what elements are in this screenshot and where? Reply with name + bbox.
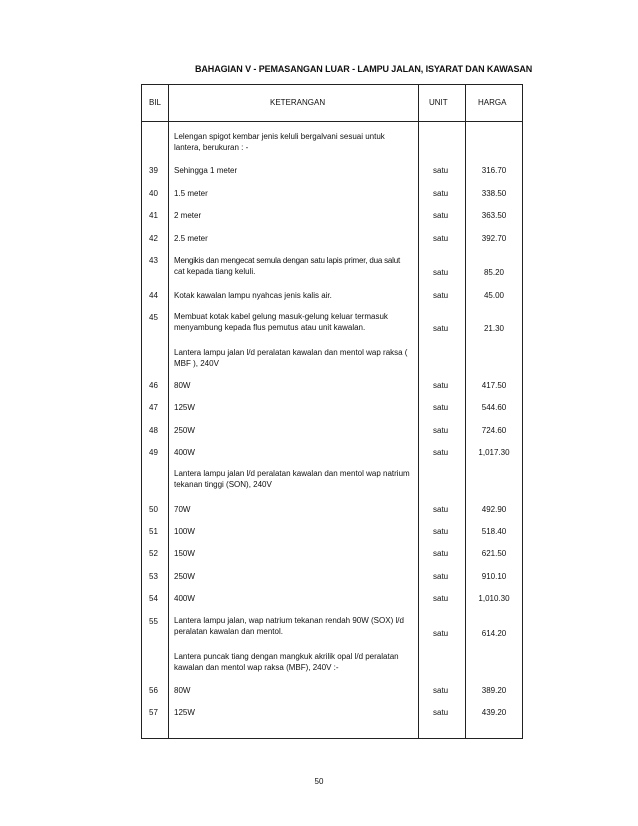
row-bil: 48	[149, 426, 158, 435]
row-harga: 417.50	[481, 381, 507, 390]
row-description: 125W	[174, 403, 195, 412]
row-unit: satu	[433, 549, 449, 558]
note-line: MBF ), 240V	[174, 359, 219, 368]
group-note	[174, 131, 422, 153]
section-title: BAHAGIAN V - PEMASANGAN LUAR - LAMPU JALAN, ISYARAT DAN KAWASAN	[195, 64, 533, 74]
row-harga: 389.20	[481, 686, 507, 695]
column-divider	[168, 84, 169, 739]
row-bil: 39	[149, 166, 158, 175]
row-unit: satu	[433, 594, 449, 603]
note-line: Lantera lampu jalan l/d peralatan kawalan dan mentol wap raksa (	[174, 348, 408, 357]
row-description-cont: menyambung kepada flus pemutus atau unit kawalan.	[174, 323, 366, 332]
header-bil: BIL	[149, 98, 162, 107]
header-keterangan: KETERANGAN	[270, 98, 326, 107]
row-description: Membuat kotak kabel gelung masuk-gelung keluar termasuk	[174, 312, 388, 321]
row-bil: 46	[149, 381, 158, 390]
row-description: 100W	[174, 527, 195, 536]
group-note	[174, 347, 422, 369]
row-harga: 910.10	[481, 572, 507, 581]
row-harga: 45.00	[483, 291, 505, 300]
row-unit: satu	[433, 527, 449, 536]
row-bil: 47	[149, 403, 158, 412]
row-harga: 316.70	[481, 166, 507, 175]
header-harga: HARGA	[478, 98, 507, 107]
row-harga: 544.60	[481, 403, 507, 412]
row-bil: 43	[149, 256, 158, 265]
row-harga: 21.30	[483, 324, 505, 333]
row-unit: satu	[433, 505, 449, 514]
row-harga: 724.60	[481, 426, 507, 435]
row-bil: 52	[149, 549, 158, 558]
row-bil: 57	[149, 708, 158, 717]
row-description: Sehingga 1 meter	[174, 166, 238, 175]
row-bil: 42	[149, 234, 158, 243]
row-harga: 1,017.30	[478, 448, 510, 457]
row-unit: satu	[433, 211, 449, 220]
row-unit: satu	[433, 572, 449, 581]
page-number: 50	[314, 777, 324, 786]
header-divider	[141, 121, 523, 122]
row-unit: satu	[433, 448, 449, 457]
row-bil: 50	[149, 505, 158, 514]
row-description: 2.5 meter	[174, 234, 208, 243]
note-line: kawalan dan mentol wap raksa (MBF), 240V :-	[174, 663, 339, 672]
row-description: 1.5 meter	[174, 189, 208, 198]
row-bil: 51	[149, 527, 158, 536]
row-unit: satu	[433, 234, 449, 243]
row-description: 80W	[174, 381, 191, 390]
column-divider	[418, 84, 419, 739]
row-description-cont: cat kepada tiang keluli.	[174, 267, 256, 276]
row-bil: 41	[149, 211, 158, 220]
row-description: 80W	[174, 686, 191, 695]
row-harga: 492.90	[481, 505, 507, 514]
row-description: 400W	[174, 448, 195, 457]
row-harga: 518.40	[481, 527, 507, 536]
row-harga: 621.50	[481, 549, 507, 558]
row-description: Kotak kawalan lampu nyahcas jenis kalis air.	[174, 291, 332, 300]
row-description: 2 meter	[174, 211, 202, 220]
row-description: 125W	[174, 708, 195, 717]
row-unit: satu	[433, 324, 449, 333]
group-note	[174, 468, 422, 490]
row-harga: 85.20	[483, 268, 505, 277]
note-line: Lantera puncak tiang dengan mangkuk akrilik opal l/d peralatan	[174, 652, 399, 661]
row-harga: 363.50	[481, 211, 507, 220]
row-description: 150W	[174, 549, 195, 558]
note-line: tekanan tinggi (SON), 240V	[174, 480, 272, 489]
row-unit: satu	[433, 686, 449, 695]
row-unit: satu	[433, 426, 449, 435]
row-bil: 54	[149, 594, 158, 603]
row-description-cont: peralatan kawalan dan mentol.	[174, 627, 283, 636]
row-harga: 1,010.30	[478, 594, 510, 603]
row-harga: 392.70	[481, 234, 507, 243]
row-description: Lantera lampu jalan, wap natrium tekanan rendah 90W (SOX) l/d	[174, 616, 404, 625]
row-unit: satu	[433, 166, 449, 175]
row-unit: satu	[433, 291, 449, 300]
header-unit: UNIT	[429, 98, 448, 107]
row-bil: 49	[149, 448, 158, 457]
row-harga: 614.20	[481, 629, 507, 638]
row-unit: satu	[433, 629, 449, 638]
row-unit: satu	[433, 708, 449, 717]
row-harga: 338.50	[481, 189, 507, 198]
row-harga: 439.20	[481, 708, 507, 717]
row-description: 400W	[174, 594, 195, 603]
note-line: Lantera lampu jalan l/d peralatan kawalan dan mentol wap natrium	[174, 469, 410, 478]
row-bil: 53	[149, 572, 158, 581]
row-bil: 44	[149, 291, 158, 300]
row-unit: satu	[433, 189, 449, 198]
note-line: Lelengan spigot kembar jenis keluli bergalvani sesuai untuk	[174, 132, 385, 141]
row-bil: 45	[149, 313, 158, 322]
row-bil: 40	[149, 189, 158, 198]
row-description: 250W	[174, 426, 195, 435]
row-description: 70W	[174, 505, 191, 514]
row-unit: satu	[433, 268, 449, 277]
row-unit: satu	[433, 381, 449, 390]
group-note	[174, 651, 422, 673]
row-description: 250W	[174, 572, 195, 581]
row-unit: satu	[433, 403, 449, 412]
note-line: lantera, berukuran : -	[174, 143, 249, 152]
row-bil: 56	[149, 686, 158, 695]
row-description: Mengikis dan mengecat semula dengan satu lapis primer, dua salut	[174, 256, 401, 265]
row-bil: 55	[149, 617, 158, 626]
